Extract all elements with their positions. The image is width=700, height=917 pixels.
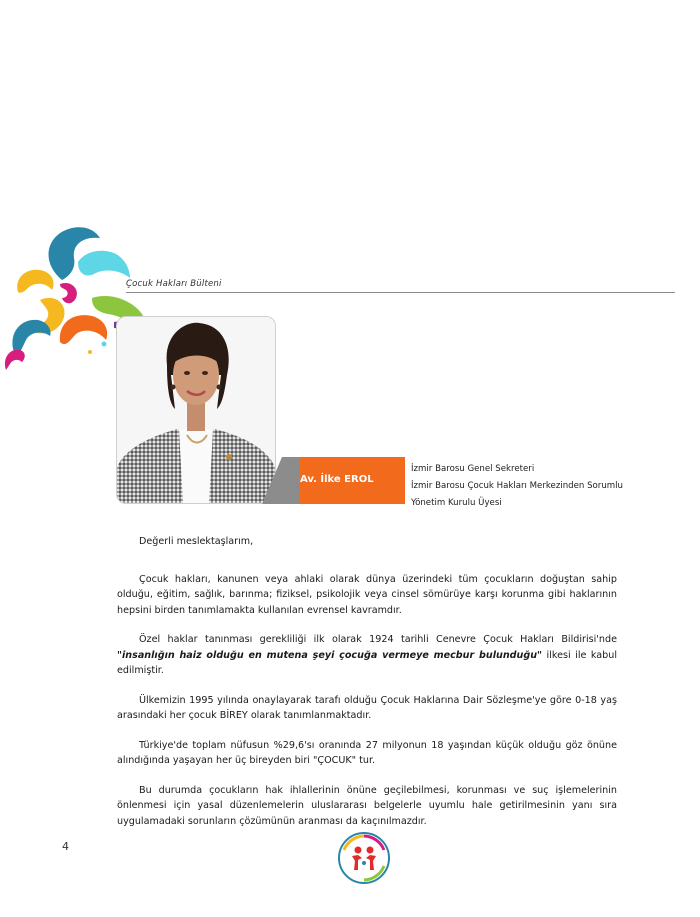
emphasized-quote: "insanlığın haiz olduğu en mutena şeyi çocuğa vermeye mecbur bulunduğu" xyxy=(117,649,543,661)
author-role: İzmir Barosu Çocuk Hakları Merkezinden Sorumlu xyxy=(411,481,623,491)
paragraph-text: Özel haklar tanınması gerekliliği ilk olarak 1924 tarihli Cenevre Çocuk Hakları Bildirisi'nde xyxy=(139,634,617,645)
paragraph: Ülkemizin 1995 yılında onaylayarak tarafı olduğu Çocuk Haklarına Dair Sözleşme'ye göre 0-18 yaş arasındaki her çocuk BİREY olarak tanımlanmaktadır. xyxy=(117,694,617,721)
paragraph: Çocuk hakları, kanunen veya ahlaki olarak dünya üzerindeki tüm çocukların doğuştan sahip olduğu, eğitim, sağlık, barınma; fiziksel, psikolojik veya cinsel sömürüye karşı korunma gibi haklarının hepsini birden tanımlamakta kullanılan evrensel kavramdır. xyxy=(117,573,617,616)
author-roles xyxy=(411,461,623,512)
article-body xyxy=(117,534,617,843)
header-divider xyxy=(126,292,675,293)
bulletin-title: Çocuk Hakları Bülteni xyxy=(126,279,222,289)
greeting: Değerli meslektaşlarım, xyxy=(139,536,254,547)
page-number: 4 xyxy=(62,840,69,853)
paragraph: Bu durumda çocukların hak ihlallerinin önüne geçilebilmesi, korunması ve suç işlemelerinin önlenmesi için yasal düzenlemelerin uluslararası belgelerle uyumlu hale getirilmesinin yanı sıra uygulamadaki sorunların çözümünün aranması da kaçınılmazdır. xyxy=(117,784,617,827)
author-photo xyxy=(116,316,276,504)
author-role: Yönetim Kurulu Üyesi xyxy=(411,498,502,508)
childrens-rights-center-logo xyxy=(336,830,392,886)
paragraph-text: ilkesi ile kabul edilmiştir. xyxy=(117,649,617,676)
paragraph: Türkiye'de toplam nüfusun %29,6'sı oranında 27 milyonun 18 yaşından küçük olduğu göz önüne alındığında yaşayan her üç bireyden biri "ÇOCUK" tur. xyxy=(117,739,617,766)
author-name: Av. İlke EROL xyxy=(300,474,374,485)
paragraph xyxy=(117,632,617,679)
author-role: İzmir Barosu Genel Sekreteri xyxy=(411,464,535,474)
